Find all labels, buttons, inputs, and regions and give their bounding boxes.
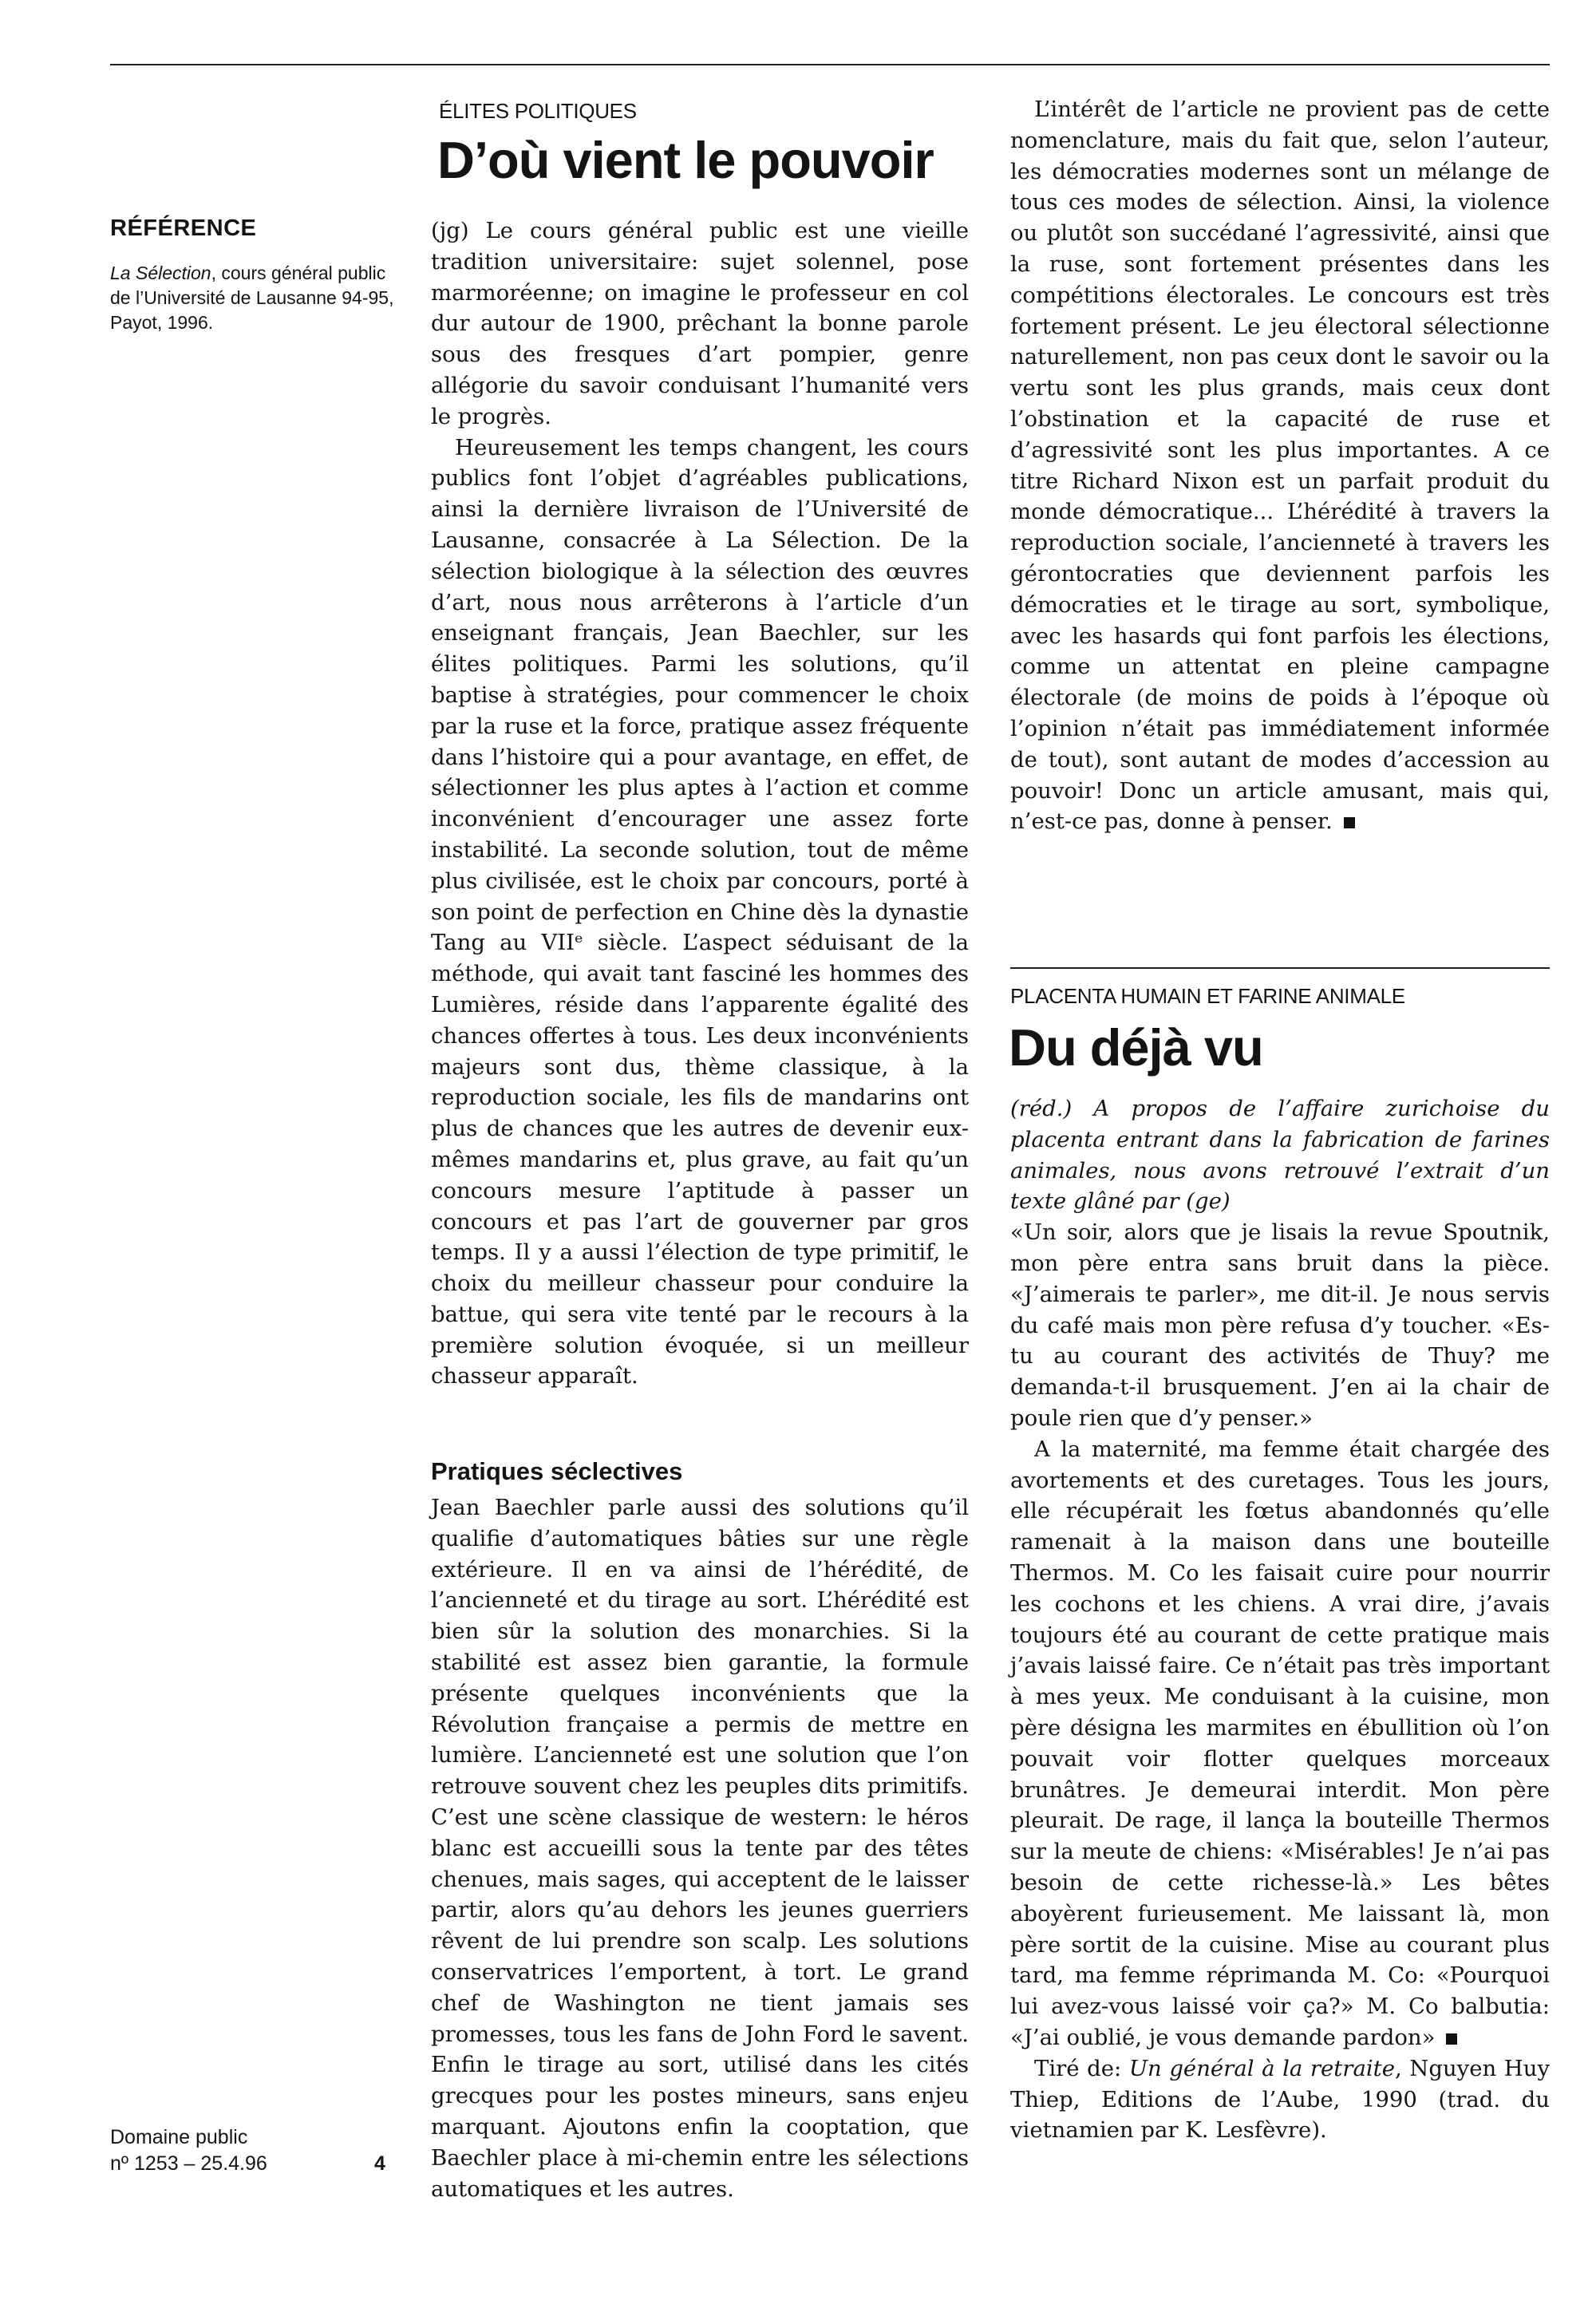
article-2-kicker: PLACENTA HUMAIN ET FARINE ANIMALE <box>1010 984 1405 1008</box>
article-1-column-2 <box>1010 94 1550 837</box>
article-1-column-1-bottom <box>431 1492 969 2204</box>
page-number: 4 <box>374 2152 385 2175</box>
publication-name: Domaine public <box>110 2126 248 2148</box>
reference-box <box>110 215 397 335</box>
reference-heading: RÉFÉRENCE <box>110 215 257 241</box>
article-1-paragraph <box>1010 94 1550 837</box>
article-1-paragraph: (jg) Le cours général public est une vieille tradition universitaire: sujet solennel, pose marmoréenne; on imagine le professeur en col dur autour de 1900, prêchant la bonne parole sous des fresques d’art pompier, genre allégorie du savoir conduisant l’humanité vers le progrès. <box>431 218 969 429</box>
source-book-title: Un général à la retraite <box>1128 2055 1395 2081</box>
issue-number-date: nº 1253 – 25.4.96 <box>110 2152 267 2175</box>
article-1-column-1-top <box>431 215 969 1392</box>
reference-details: , cours général public de l’Université de Lausanne 94-95, Payot, 1996. <box>110 263 394 333</box>
issue-footer <box>110 2124 397 2177</box>
article-2-paragraph <box>1010 1434 1550 2053</box>
article-2-paragraph-text: A la maternité, ma femme était chargée des avortements et des curetages. Tous les jours, elle récupérait les fœtus abandonnés qu’elle ramenait à la maison dans une bouteille Thermos. M. Co les faisait cuire pour nourrir les cochons et les chiens. A vrai dire, j’avais toujours été au courant de cette pratique mais j’avais laissé faire. Ce n’était pas très important à mes yeux. Me conduisant à la cuisine, mon père désigna les marmites en ébullition où l’on pouvait voir flotter quelques morceaux brunâtres. Je demeurai interdit. Mon père pleurait. De rage, il lança la bouteille Thermos sur la meute de chiens: «Misérables! Je n’ai pas besoin de cette richesse-là.» Les bêtes aboyèrent furieusement. Me laissant là, mon père sortit de la cuisine. Mise au courant plus tard, ma femme réprimanda M. Co: «Pourquoi lui avez-vous laissé voir ça?» M. Co balbutia: «J’ai oublié, je vous demande pardon» <box>1010 1436 1550 2050</box>
source-prefix: Tiré de: <box>1034 2055 1129 2081</box>
reference-text <box>110 261 397 335</box>
reference-title: La Sélection <box>110 263 211 283</box>
article-1-headline: D’où vient le pouvoir <box>437 131 934 189</box>
article-2-paragraph: «Un soir, alors que je lisais la revue Spoutnik, mon père entra sans bruit dans la pièce. «J’aimerais te parler», me dit-il. Je nous servis du café mais mon père refusa d’y toucher. «Es-tu au courant des activités de Thuy? me demanda-t-il brusquement. J’en ai la chair de poule rien que d’y penser.» <box>1010 1219 1550 1431</box>
article-1-kicker: ÉLITES POLITIQUES <box>439 99 637 123</box>
article-1-paragraph: Heureusement les temps changent, les cours publics font l’objet d’agréables publications, ainsi la dernière livraison de l’Université de Lausanne, consacrée à La Sélection. De la sélection biologique à la sélection des œuvres d’art, nous nous arrêterons à l’article d’un enseignant français, Jean Baechler, sur les élites politiques. Parmi les solutions, qu’il baptise à stratégies, pour commencer le choix par la ruse et la force, pratique assez fréquente dans l’histoire qui a pour avantage, en effet, de sélectionner les plus aptes à l’action et comme inconvénient d’encourager une assez forte instabilité. La seconde solution, tout de même plus civilisée, est le choix par concours, porté à son point de perfection en Chine dès la dynastie Tang au VIIᵉ siècle. L’aspect séduisant de la méthode, qui avait tant fasciné les hommes des Lumières, réside dans l’apparente égalité des chances offertes à tous. Les deux inconvénients majeurs sont dus, thème classique, à la reproduction sociale, les fils de mandarins ont plus de chances que les autres de devenir eux-mêmes mandarins et, plus grave, au fait qu’un concours mesure l’aptitude à passer un concours et pas l’art de gouverner par gros temps. Il y a aussi l’élection de type primitif, le choix du meilleur chasseur pour conduire la battue, qui sera vite tenté par le recours à la première solution évoquée, si un meilleur chasseur apparaît. <box>431 434 969 1389</box>
end-of-article-mark <box>1344 817 1355 828</box>
article-2-intro: (réd.) A propos de l’affaire zurichoise du placenta entrant dans la fabrication de farines animales, nous avons retrouvé l’extrait d’un texte glâné par (ge) <box>1010 1096 1550 1215</box>
article-1-paragraph: Jean Baechler parle aussi des solutions qu’il qualifie d’automatiques bâties sur une règle extérieure. Il en va ainsi de l’hérédité, de l’ancienneté et du tirage au sort. L’hérédité est bien sûr la solution des monarchies. Si la stabilité est assez bien garantie, la formule présente quelques inconvénients que la Révolution française a permis de mettre en lumière. L’ancienneté est une solution que l’on retrouve souvent chez les peuples dits primitifs. C’est une scène classique de western: le héros blanc est accueilli sous la tente par des têtes chenues, mais sages, qui acceptent de le laisser partir, alors qu’au dehors les jeunes guerriers rêvent de lui prendre son scalp. Les solutions conservatrices l’emportent, à tort. Le grand chef de Washington ne tient jamais ses promesses, tous les fans de John Ford le savent. Enfin le tirage au sort, utilisé dans les cités grecques pour les postes mineurs, sans enjeu marquant. Ajoutons enfin la cooptation, que Baechler place à mi-chemin entre les sélections automatiques et les autres. <box>431 1495 969 2202</box>
top-rule <box>110 64 1550 65</box>
article-divider <box>1010 967 1550 969</box>
article-1-paragraph-text: L’intérêt de l’article ne provient pas de cette nomenclature, mais du fait que, selon l’auteur, les démocraties modernes sont un mélange de tous ces modes de sélection. Ainsi, la violence ou plutôt son succédané l’agressivité, ainsi que la ruse, sont fortement présentes dans les compétitions électorales. Le concours est très fortement présent. Le jeu électoral sélectionne naturellement, non pas ceux dont le savoir ou la vertu sont les plus grands, mais ceux dont l’obstination et la capacité de ruse et d’agressivité sont les plus importantes. A ce titre Richard Nixon est un parfait produit du monde démocratique... L’hérédité à travers la reproduction sociale, l’ancienneté à travers les gérontocraties que deviennent parfois les démocraties et le tirage au sort, symbolique, avec les hasards qui font parfois les élections, comme un attentat en pleine campagne électorale (de moins de poids à l’époque où l’opinion n’était pas immédiatement informée de tout), sont autant de modes d’accession au pouvoir! Donc un article amusant, mais qui, n’est-ce pas, donne à penser. <box>1010 97 1550 835</box>
article-2-body <box>1010 1093 1550 2146</box>
article-2-headline: Du déjà vu <box>1009 1018 1263 1077</box>
article-2-source <box>1010 2053 1550 2146</box>
article-1-subheading: Pratiques séclectives <box>431 1457 683 1485</box>
end-of-article-mark <box>1446 2033 1457 2045</box>
source-details: , Nguyen Huy Thiep, Editions de l’Aube, 1990 (trad. du vietnamien par K. Lesfèvre). <box>1010 2055 1550 2144</box>
